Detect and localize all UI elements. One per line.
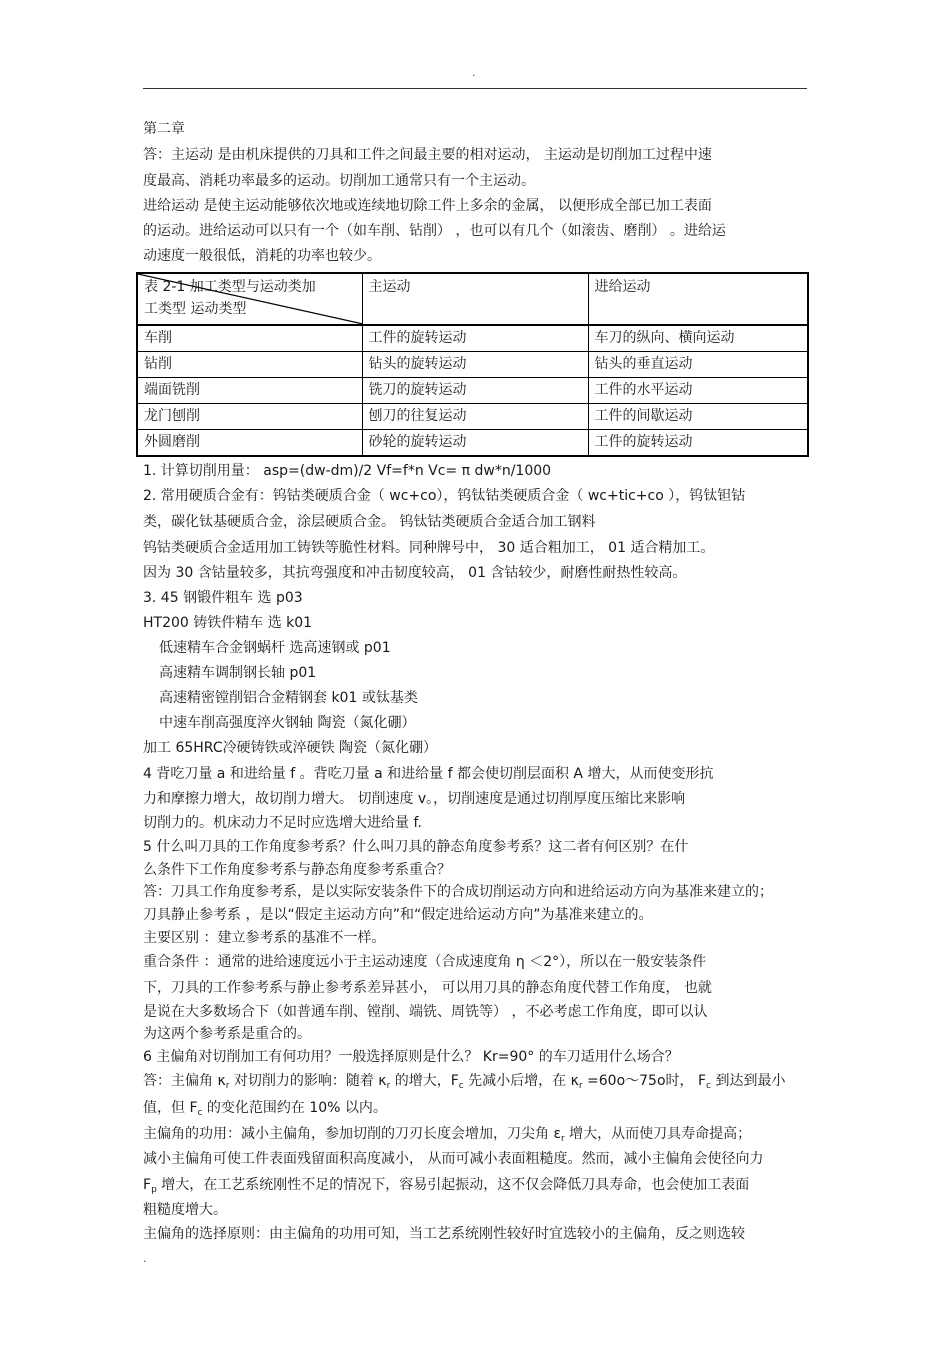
q3-line: 3. 45 钢锻件粗车 选 p03 xyxy=(143,589,303,606)
q6-question: 6 主偏角对切削加工有何功用？一般选择原则是什么？ Kr=90° 的车刀适用什么场合？ xyxy=(143,1049,679,1065)
cell-type: 钻削 xyxy=(137,351,362,377)
table-row xyxy=(137,429,808,456)
q5-coincide-line: 为这两个参考系是重合的。 xyxy=(143,1026,311,1042)
cell-main: 工件的旋转运动 xyxy=(362,325,588,352)
q6-text: 增大，从而使刀具寿命提高； xyxy=(564,1126,752,1142)
q6-sub: c xyxy=(458,1081,464,1091)
q3-line: 高速精密镗削铝合金精钢套 k01 或钛基类 xyxy=(159,689,418,706)
q6-sub: r xyxy=(225,1081,230,1091)
document-body xyxy=(143,117,807,1247)
q6-selection-line: 主偏角的选择原则：由主偏角的功用可知，当工艺系统刚性较好时宜选较小的主偏角，反之则选较 xyxy=(143,1225,745,1242)
cell-feed: 车刀的纵向、横向运动 xyxy=(588,325,808,352)
cell-type: 车削 xyxy=(137,325,362,352)
cell-main: 砂轮的旋转运动 xyxy=(362,429,588,456)
q3-line: HT200 铸铁件精车 选 k01 xyxy=(143,614,313,631)
q6-text: 答：主偏角 κ xyxy=(143,1073,226,1089)
cell-main: 刨刀的往复运动 xyxy=(362,403,588,429)
q6-text: 的变化范围约在 10% 以内。 xyxy=(202,1100,387,1116)
feed-motion-line: 动速度一般很低，消耗的功率也较少。 xyxy=(143,247,381,264)
q6-function-line xyxy=(143,1172,807,1199)
q2-line: 钨钴类硬质合金适用加工铸铁等脆性材料。同种牌号中， 30 适合粗加工， 01 适合精加工。 xyxy=(143,540,715,556)
table-corner-cell xyxy=(137,273,362,325)
table-row xyxy=(137,351,808,377)
q6-answer-line xyxy=(143,1068,807,1095)
cell-type: 外圆磨削 xyxy=(137,429,362,456)
cell-type: 端面铣削 xyxy=(137,377,362,403)
q3-line: 低速精车合金钢蜗杆 选高速钢或 p01 xyxy=(159,639,391,656)
q6-text: =60o～75o时， F xyxy=(582,1073,707,1089)
feed-motion-line: 进给运动 是使主运动能够依次地或连续地切除工件上多余的金属， 以便形成全部已加工表面 xyxy=(143,198,712,214)
cell-type: 龙门刨削 xyxy=(137,403,362,429)
q2-line: 2. 常用硬质合金有：钨钴类硬质合金（ wc+co），钨钛钴类硬质合金（ wc+tic+co ），钨钛钽钴 xyxy=(143,488,746,504)
q5-coincide-line: 是说在大多数场合下（如普通车削、镗削、端铣、周铣等） ，不必考虑工作角度，即可以认 xyxy=(143,1004,708,1020)
q6-function-line: 减小主偏角可使工件表面残留面积高度减小， 从而可减小表面粗糙度。然而，减小主偏角会使径向力 xyxy=(143,1151,764,1167)
column-header-main-motion: 主运动 xyxy=(362,273,588,325)
q6-text: 增大，在工艺系统刚性不足的情况下，容易引起振动，这不仅会降低刀具寿命，也会使加工表面 xyxy=(156,1176,750,1193)
cell-feed: 钻头的垂直运动 xyxy=(588,351,808,377)
q2-line: 因为 30 含钴量较多，其抗弯强度和冲击韧度较高， 01 含钴较少，耐磨性耐热性较高。 xyxy=(143,565,687,581)
table-header-row xyxy=(137,273,808,325)
q4-line: 切削力的。机床动力不足时应选增大进给量 f. xyxy=(143,815,422,831)
cell-feed: 工件的水平运动 xyxy=(588,377,808,403)
motion-type-table xyxy=(136,272,809,457)
q6-function-line: 粗糙度增大。 xyxy=(143,1201,227,1218)
q5-answer-line: 答：刀具工作角度参考系，是以实际安装条件下的合成切削运动方向和进给运动方向为基准来建立的； xyxy=(143,884,773,900)
q6-sub: r xyxy=(561,1134,565,1144)
column-header-feed-motion: 进给运动 xyxy=(588,273,808,325)
q6-sub: r xyxy=(578,1081,583,1091)
q6-text: 主偏角的功用：减小主偏角，参加切削的刀刃长度会增加，刀尖角 ε xyxy=(143,1126,562,1142)
q6-text: 到达到最小 xyxy=(711,1073,786,1089)
answer-main-motion-line: 度最高、消耗功率最多的运动。切削加工通常只有一个主运动。 xyxy=(143,173,535,189)
diagonal-divider xyxy=(138,274,362,324)
cell-main: 铣刀的旋转运动 xyxy=(362,377,588,403)
answer-main-motion-line: 答：主运动 是由机床提供的刀具和工件之间最主要的相对运动， 主运动是切削加工过程中速 xyxy=(143,147,712,163)
feed-motion-line: 的运动。进给运动可以只有一个（如车削、钻削） ，也可以有几个（如滚齿、磨削） 。进给运 xyxy=(143,222,726,239)
q5-answer-line: 主要区别 ：建立参考系的基准不一样。 xyxy=(143,930,386,946)
q5-question-line: 么条件下工作角度参考系与静态角度参考系重合？ xyxy=(143,862,451,878)
table-row xyxy=(137,403,808,429)
header-dot: . xyxy=(472,66,476,79)
q6-text: 对切削力的影响：随着 κ xyxy=(229,1073,387,1089)
q4-line: 4 背吃刀量 a 和进给量 f 。背吃刀量 a 和进给量 f 都会使切削层面积 A 增大，从而使变形抗 xyxy=(143,765,714,782)
q5-answer-line: 刀具静止参考系 ，是以“假定主运动方向”和“假定进给运动方向”为基准来建立的。 xyxy=(143,907,653,923)
cell-main: 钻头的旋转运动 xyxy=(362,351,588,377)
cell-feed: 工件的旋转运动 xyxy=(588,429,808,456)
q5-coincide-line: 重合条件 ：通常的进给速度远小于主运动速度（合成速度角 η ＜2°），所以在一般安装条件 xyxy=(143,954,707,970)
cell-feed: 工件的间歇运动 xyxy=(588,403,808,429)
q1-line: 1. 计算切削用量： asp=(dw-dm)/2 Vf=f*n Vc= π dw*n/1000 xyxy=(143,462,552,479)
corner-caption-line: 工类型 运动类型 xyxy=(144,300,247,317)
q6-function-line xyxy=(143,1122,807,1147)
q6-sub: r xyxy=(386,1081,391,1091)
table-row xyxy=(137,377,808,403)
header-rule xyxy=(143,88,807,89)
q6-text: 的增大，F xyxy=(390,1073,459,1089)
q6-text: 先减小后增，在 κ xyxy=(463,1073,579,1089)
q6-text: F xyxy=(143,1176,152,1193)
table-row xyxy=(137,325,808,352)
footer-dot: . xyxy=(143,1252,147,1265)
q6-sub: c xyxy=(197,1108,203,1118)
q6-sub: c xyxy=(706,1081,711,1091)
q5-question-line: 5 什么叫刀具的工作角度参考系？什么叫刀具的静态角度参考系？这二者有何区别？在什 xyxy=(143,839,689,855)
q6-answer-line xyxy=(143,1095,807,1122)
q4-line: 力和摩擦力增大，故切削力增大。 切削速度 v。，切削速度是通过切削厚度压缩比来影响 xyxy=(143,790,686,807)
q2-line: 类，碳化钛基硬质合金，涂层硬质合金。 钨钛钴类硬质合金适合加工钢料 xyxy=(143,514,596,530)
q3-line: 高速精车调制钢长轴 p01 xyxy=(159,664,317,681)
q6-text: 值，但 F xyxy=(143,1100,198,1116)
q6-sub: p xyxy=(151,1184,157,1195)
corner-caption-line: 表 2-1 加工类型与运动类加 xyxy=(144,278,316,295)
q5-coincide-line: 下，刀具的工作参考系与静止参考系差异甚小， 可以用刀具的静态角度代替工作角度， 也就 xyxy=(143,980,712,996)
q3-line: 加工 65HRC冷硬铸铁或淬硬铁 陶瓷（氮化硼） xyxy=(143,739,438,756)
chapter-title: 第二章 xyxy=(143,121,185,137)
q3-line: 中速车削高强度淬火钢轴 陶瓷（氮化硼） xyxy=(159,714,416,731)
